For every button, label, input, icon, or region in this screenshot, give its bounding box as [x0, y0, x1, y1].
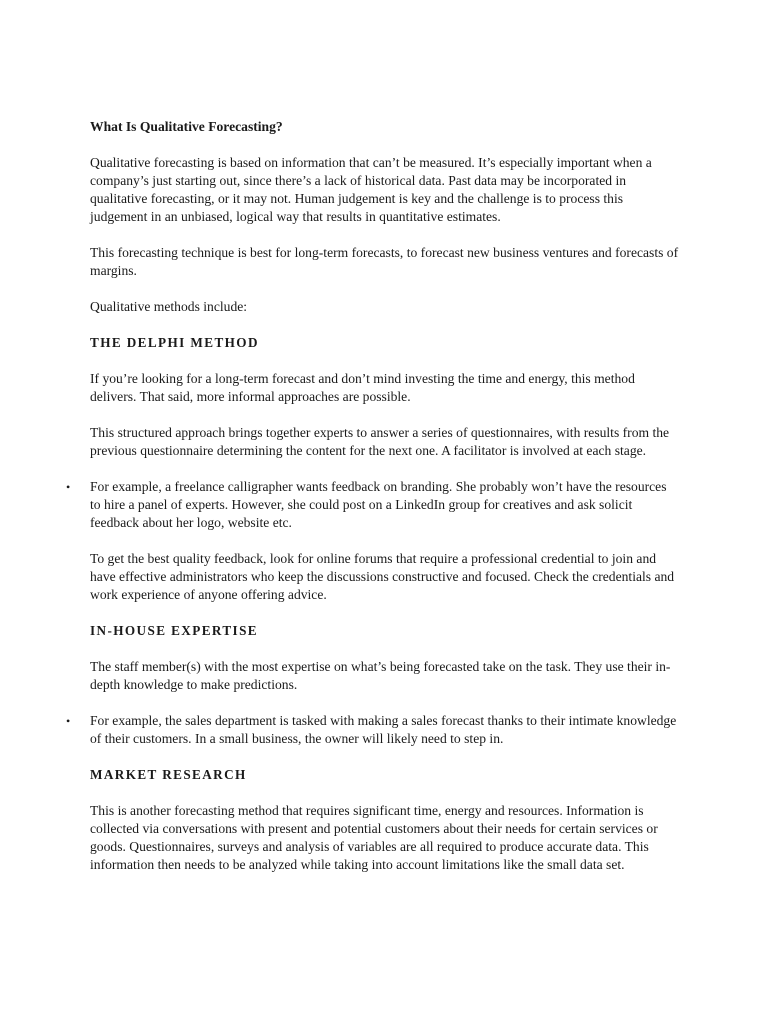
delphi-bullet-text: For example, a freelance calligrapher wants feedback on branding. She probably won’t have the resources to hire a panel of experts. However, she could post on a LinkedIn group for creatives and ask solicit feedback about her logo, website etc.	[90, 479, 667, 530]
section-heading-delphi: THE DELPHI METHOD	[90, 335, 259, 350]
bullet-icon: •	[66, 714, 71, 728]
document-page	[66, 118, 680, 892]
intro-paragraph-2: This forecasting technique is best for long-term forecasts, to forecast new business ventures and forecasts of margins.	[90, 245, 679, 278]
intro-paragraph-1: Qualitative forecasting is based on information that can’t be measured. It’s especially important when a company’s just starting out, since there’s a lack of historical data. Past data may be incorporated in qualitative forecasting, or it may not. Human judgement is key and the challenge is to process this judgement in an unbiased, logical way that results in quantitative estimates.	[90, 155, 652, 224]
delphi-paragraph-1: If you’re looking for a long-term forecast and don’t mind investing the time and energy, this method delivers. That said, more informal approaches are possible.	[90, 371, 635, 404]
delphi-paragraph-2: This structured approach brings together experts to answer a series of questionnaires, with results from the previous questionnaire determining the content for the next one. A facilitator is involved at each stage.	[90, 425, 670, 458]
in-house-bullet-text: For example, the sales department is tasked with making a sales forecast thanks to their intimate knowledge of their customers. In a small business, the owner will likely need to step in.	[90, 713, 677, 746]
section-heading-in-house: IN-HOUSE EXPERTISE	[90, 623, 259, 638]
in-house-paragraph-1: The staff member(s) with the most expertise on what’s being forecasted take on the task. They use their in-depth knowledge to make predictions.	[90, 659, 671, 692]
delphi-paragraph-3: To get the best quality feedback, look for online forums that require a professional credential to join and have effective administrators who keep the discussions constructive and focused. Check the credentials and work experience of anyone offering advice.	[90, 551, 675, 602]
delphi-bullet-item	[66, 478, 680, 532]
section-heading-market-research: MARKET RESEARCH	[90, 767, 247, 782]
intro-paragraph-3: Qualitative methods include:	[90, 299, 248, 314]
bullet-icon: •	[66, 480, 71, 494]
document-title: What Is Qualitative Forecasting?	[90, 119, 283, 134]
in-house-bullet-item	[66, 712, 680, 748]
market-research-paragraph-1: This is another forecasting method that requires significant time, energy and resources. Information is collected via conversations with present and potential customers about their needs for certain services or goods. Questionnaires, surveys and analysis of variables are all required to produce accurate data. This information then needs to be analyzed while taking into account limitations like the small data set.	[90, 803, 658, 872]
